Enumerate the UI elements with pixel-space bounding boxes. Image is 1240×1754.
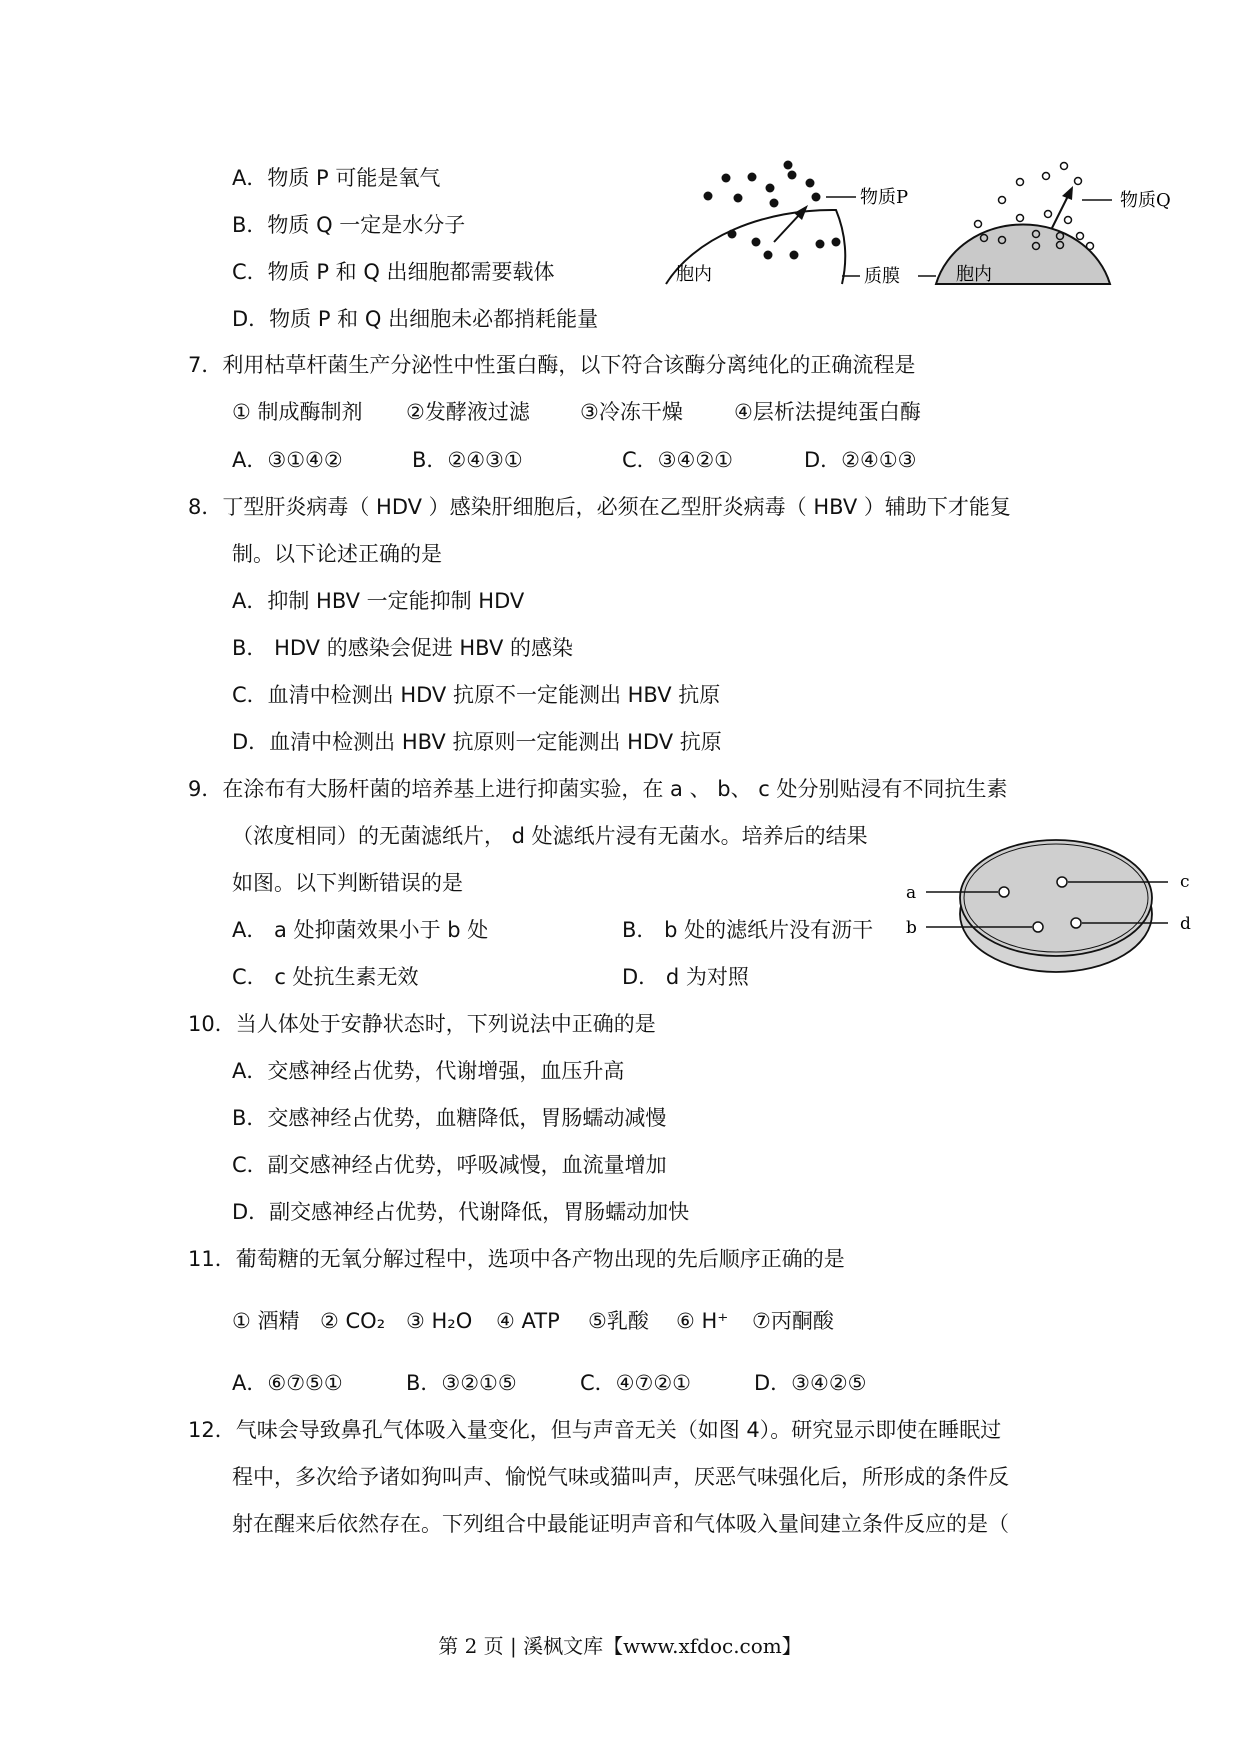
q7-item-2: ②发酵液过滤: [406, 400, 530, 424]
q9-petri-dish-figure: [900, 830, 1200, 980]
disc-d: [1071, 918, 1081, 928]
label-a: a: [906, 883, 917, 903]
q11-item-1: ① 酒精: [232, 1309, 300, 1333]
q6-option-b: B．物质 Q 一定是水分子: [232, 213, 466, 237]
q11-item-4: ④ ATP: [496, 1309, 560, 1333]
q8-option-a: A．抑制 HBV 一定能抑制 HDV: [232, 589, 525, 613]
q9-option-c: C． c 处抗生素无效: [232, 965, 419, 989]
q10-option-d: D．副交感神经占优势，代谢降低，胃肠蠕动加快: [232, 1200, 690, 1224]
q11-option-d: D．③④②⑤: [754, 1371, 867, 1395]
label-substance-p: 物质P: [860, 187, 909, 208]
label-in-left: 胞内: [676, 264, 712, 285]
label-substance-q: 物质Q: [1120, 190, 1171, 211]
q10-option-c: C．副交感神经占优势，呼吸减慢，血流量增加: [232, 1153, 667, 1177]
q6-option-c: C．物质 P 和 Q 出细胞都需要载体: [232, 260, 555, 284]
q7-option-b: B．②④③①: [412, 448, 523, 472]
q7-option-a: A．③①④②: [232, 448, 343, 472]
q7-stem: 7．利用枯草杆菌生产分泌性中性蛋白酶，以下符合该酶分离纯化的正确流程是: [188, 353, 916, 377]
q9-option-a: A． a 处抑菌效果小于 b 处: [232, 918, 489, 942]
q11-item-5: ⑤乳酸: [588, 1309, 649, 1333]
q11-item-3: ③ H₂O: [406, 1309, 473, 1333]
q12-line1: 12．气味会导致鼻孔气体吸入量变化，但与声音无关（如图 4）。研究显示即使在睡眠过: [188, 1418, 1002, 1442]
label-membrane: 质膜: [864, 266, 900, 287]
dish-top: [960, 840, 1152, 956]
q6-option-a: A．物质 P 可能是氧气: [232, 166, 441, 190]
q11-item-2: ② CO₂: [320, 1309, 386, 1333]
q11-option-c: C．④⑦②①: [580, 1371, 691, 1395]
q7-item-1: ① 制成酶制剂: [232, 400, 363, 424]
disc-a: [999, 887, 1009, 897]
q9-stem-line3: 如图。以下判断错误的是: [232, 871, 463, 895]
q9-stem-line1: 9．在涂布有大肠杆菌的培养基上进行抑菌实验，在 a 、 b、 c 处分别贴浸有不同抗生素: [188, 777, 1008, 801]
q11-stem: 11．葡萄糖的无氧分解过程中，选项中各产物出现的先后顺序正确的是: [188, 1247, 845, 1271]
q12-line2: 程中，多次给予诸如狗叫声、愉悦气味或猫叫声，厌恶气味强化后，所形成的条件反: [232, 1465, 1009, 1489]
q6-option-d: D．物质 P 和 Q 出细胞未必都捎耗能量: [232, 307, 599, 331]
p-arrow: [774, 214, 800, 242]
q9-option-b: B． b 处的滤纸片没有沥干: [622, 918, 874, 942]
q9-option-d: D． d 为对照: [622, 965, 749, 989]
q8-stem-line1: 8．丁型肝炎病毒（ HDV ）感染肝细胞后，必须在乙型肝炎病毒（ HBV ）辅助下才能复: [188, 495, 1011, 519]
q11-option-a: A．⑥⑦⑤①: [232, 1371, 343, 1395]
q8-option-c: C．血清中检测出 HDV 抗原不一定能测出 HBV 抗原: [232, 683, 721, 707]
q11-item-7: ⑦丙酮酸: [752, 1309, 834, 1333]
label-d: d: [1180, 914, 1191, 934]
q7-item-3: ③冷冻干燥: [580, 400, 683, 424]
q9-stem-line2: （浓度相同）的无菌滤纸片， d 处滤纸片浸有无菌水。培养后的结果: [232, 824, 868, 848]
q12-line3: 射在醒来后依然存在。下列组合中最能证明声音和气体吸入量间建立条件反应的是（: [232, 1512, 1009, 1536]
q10-option-b: B．交感神经占优势，血糖降低，胃肠蠕动减慢: [232, 1106, 667, 1130]
q8-option-b: B． HDV 的感染会促进 HBV 的感染: [232, 636, 573, 660]
q7-option-c: C．③④②①: [622, 448, 733, 472]
label-in-right: 胞内: [956, 264, 992, 285]
disc-c: [1057, 877, 1067, 887]
q10-option-a: A．交感神经占优势，代谢增强，血压升高: [232, 1059, 625, 1083]
disc-b: [1033, 922, 1043, 932]
q8-stem-line2: 制。以下论述正确的是: [232, 542, 442, 566]
q11-item-6: ⑥ H⁺: [676, 1309, 729, 1333]
q10-stem: 10．当人体处于安静状态时，下列说法中正确的是: [188, 1012, 656, 1036]
q7-item-4: ④层析法提纯蛋白酶: [734, 400, 921, 424]
q8-option-d: D．血清中检测出 HBV 抗原则一定能测出 HDV 抗原: [232, 730, 722, 754]
q6-membrane-figure: [660, 150, 1200, 290]
label-c: c: [1180, 872, 1190, 892]
q7-option-d: D．②④①③: [804, 448, 917, 472]
q11-option-b: B．③②①⑤: [406, 1371, 517, 1395]
page-footer: 第 2 页 | 溪枫文库【www.xfdoc.com】: [438, 1634, 802, 1658]
label-b: b: [906, 918, 917, 938]
